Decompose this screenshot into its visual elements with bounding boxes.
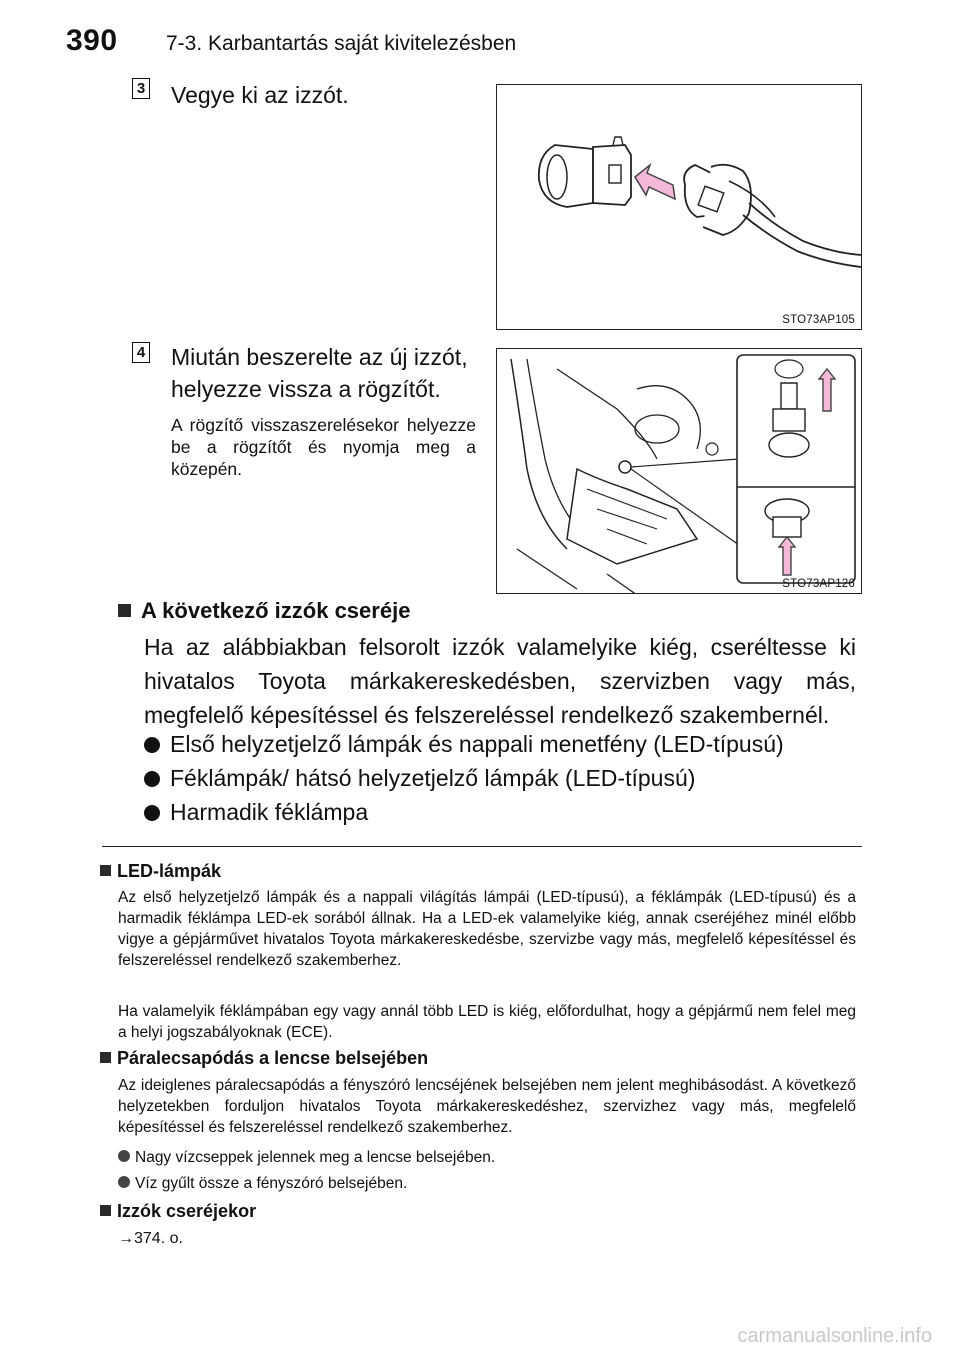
section-paragraph: Ha az alábbiakban felsorolt izzók valamelyike kiég, cseréltesse ki hivatalos Toyota márkakereskedésben, szervizben vagy más, megfelelő képesítéssel és felszereléssel rendelkező szakembernél.: [144, 634, 856, 728]
page-reference[interactable]: →374. o.: [118, 1230, 183, 1247]
section-heading: A következő izzók cseréje: [118, 598, 410, 624]
list-item: Féklámpák/ hátsó helyzetjelző lámpák (LED-típusú): [144, 765, 695, 792]
step-number-3: 3: [132, 78, 150, 99]
note-led-paragraph-1: Az első helyzetjelző lámpák és a nappali világítás lámpái (LED-típusú), a féklámpák (LED-típusú) és a harmadik féklámpa LED-ek sorából állnak. Ha a LED-ek valamelyike kiég, annak cseréjéhez minél előbb vigye a gépjárművet hivatalos Toyota márkakereskedésbe, szervizbe vagy más, megfelelő képesítéssel és felszereléssel rendelkező szakemberhez.: [118, 889, 856, 969]
bullet-icon: [144, 737, 160, 753]
section-divider: [102, 846, 862, 847]
note-led-paragraph-2: Ha valamelyik féklámpában egy vagy annál több LED is kiég, előfordulhat, hogy a gépjármű nem felel meg a helyi jogszabályoknak (ECE).: [118, 1003, 856, 1041]
step-4-note: A rögzítő visszaszerelésekor helyezze be a rögzítőt és nyomja meg a közepén.: [171, 415, 476, 479]
step-4-text-line1: Miután beszerelte az új izzót,: [171, 344, 468, 370]
list-item: Harmadik féklámpa: [144, 799, 368, 826]
square-bullet-icon: [100, 1205, 111, 1216]
figure-retainer: [496, 348, 862, 594]
figure-code: STO73AP126: [782, 578, 855, 590]
note-heading-bulb-replacement: Izzók cseréjekor: [100, 1201, 256, 1222]
list-item: Víz gyűlt össze a fényszóró belsejében.: [118, 1175, 407, 1193]
step-number-4: 4: [132, 342, 150, 363]
bullet-icon: [118, 1176, 130, 1188]
bullet-icon: [144, 771, 160, 787]
note-heading-led: LED-lámpák: [100, 861, 221, 882]
chapter-title: 7-3. Karbantartás saját kivitelezésben: [166, 32, 517, 55]
bulb-removal-illustration: [497, 85, 862, 330]
watermark: carmanualsonline.info: [737, 1325, 932, 1347]
insert-direction-arrow: [635, 165, 675, 199]
step-4-text-line2: helyezze vissza a rögzítőt.: [171, 376, 441, 402]
square-bullet-icon: [100, 865, 111, 876]
page-number: 390: [66, 24, 118, 57]
bullet-icon: [144, 805, 160, 821]
square-bullet-icon: [100, 1052, 111, 1063]
arrow-right-icon: →: [118, 1230, 134, 1247]
bullet-icon: [118, 1150, 130, 1162]
list-item: Nagy vízcseppek jelennek meg a lencse belsejében.: [118, 1149, 495, 1167]
retainer-illustration: [497, 349, 862, 594]
figure-code: STO73AP105: [782, 314, 855, 326]
note-condensation-paragraph: Az ideiglenes páralecsapódás a fényszóró lencséjének belsejében nem jelent meghibásodást. A következő helyzetekben forduljon hivatalos Toyota márkakereskedéshez, szervizhez vagy más, megfelelő képesítéssel és felszereléssel rendelkező szakemberhez.: [118, 1077, 856, 1136]
square-bullet-icon: [118, 604, 131, 617]
figure-remove-bulb: [496, 84, 862, 330]
list-item: Első helyzetjelző lámpák és nappali menetfény (LED-típusú): [144, 731, 784, 758]
note-heading-condensation: Páralecsapódás a lencse belsejében: [100, 1048, 428, 1069]
step-3-text: Vegye ki az izzót.: [171, 82, 349, 108]
